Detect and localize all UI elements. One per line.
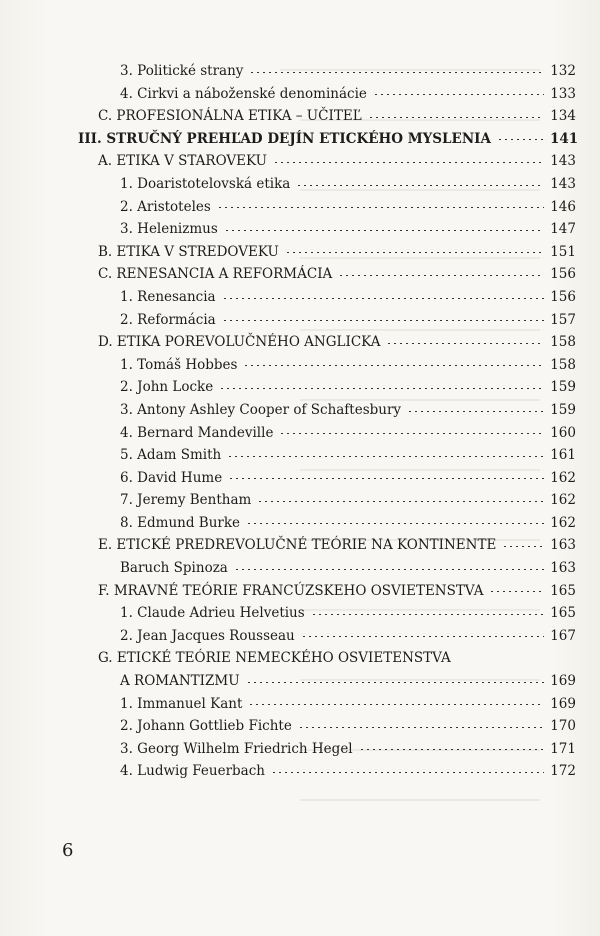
toc-entry-page: 134 [550, 108, 576, 125]
dot-leader [386, 343, 544, 344]
dot-leader [224, 230, 544, 231]
toc-entry-label: C. RENESANCIA A REFORMÁCIA [98, 266, 333, 283]
dot-leader [234, 569, 544, 570]
toc-entry [78, 263, 576, 286]
toc-entry-label: 4. Ludwig Feuerbach [120, 763, 265, 780]
toc-entry-page: 169 [550, 673, 576, 690]
dot-leader [227, 456, 544, 457]
dot-leader [228, 478, 544, 479]
toc-entry-page: 146 [550, 198, 576, 215]
dot-leader [338, 275, 544, 276]
toc-entry-label: G. ETICKÉ TEÓRIE NEMECKÉHO OSVIETENSTVA [98, 650, 451, 667]
toc-entry-label: 4. Cirkvi a náboženské denominácie [120, 85, 367, 102]
toc-entry-page: 162 [550, 514, 576, 531]
toc-entry-page: 169 [550, 695, 576, 712]
toc-entry-label: 2. Reformácia [120, 311, 216, 328]
dot-leader [257, 501, 544, 502]
dot-leader [407, 411, 544, 412]
dot-leader [502, 546, 544, 547]
toc-entry [78, 218, 576, 241]
toc-entry-label: B. ETIKA V STREDOVEKU [98, 243, 279, 260]
toc-entry [78, 760, 576, 783]
dot-leader [301, 636, 544, 637]
toc-entry [78, 625, 576, 648]
toc-entry-label: 1. Tomáš Hobbes [120, 356, 238, 373]
dot-leader [243, 365, 544, 366]
toc-entry-label: 2. John Locke [120, 379, 214, 396]
toc-entry-page: 157 [550, 311, 576, 328]
dot-leader [368, 117, 544, 118]
toc-entry [78, 83, 576, 106]
toc-entry-page: 165 [550, 605, 576, 622]
toc-entry-page: 143 [550, 153, 576, 170]
toc-entry [78, 512, 576, 535]
dot-leader [497, 139, 544, 140]
toc-entry-page: 162 [550, 492, 576, 509]
toc-entry-page: 156 [550, 266, 576, 283]
toc-entry-label: 4. Bernard Mandeville [120, 424, 274, 441]
dot-leader [248, 704, 544, 705]
toc-entry-label: 6. David Hume [120, 469, 223, 486]
toc-entry [78, 647, 576, 670]
toc-entry [78, 467, 576, 490]
toc-entry-page: 158 [550, 334, 576, 351]
toc-entry-page: 165 [550, 582, 576, 599]
toc-entry-label: 2. Jean Jacques Rousseau [120, 627, 295, 644]
toc-entry [78, 150, 576, 173]
toc-entry [78, 557, 576, 580]
dot-leader [222, 320, 544, 321]
toc-entry-label: 1. Doaristotelovská etika [120, 175, 291, 192]
toc-entry-label: Baruch Spinoza [120, 560, 228, 577]
toc-entry-page: 158 [550, 356, 576, 373]
dot-leader [217, 207, 544, 208]
toc-entry-label: 7. Jeremy Bentham [120, 492, 252, 509]
toc-entry-label: F. MRAVNÉ TEÓRIE FRANCÚZSKEHO OSVIETENSTVA [98, 582, 484, 599]
toc-entry-page: 170 [550, 718, 576, 735]
toc-entry-label: 2. Johann Gottlieb Fichte [120, 718, 292, 735]
page-number: 6 [62, 840, 74, 861]
toc-entry [78, 60, 576, 83]
toc-entry-page: 143 [550, 175, 576, 192]
toc-entry-label: 5. Adam Smith [120, 447, 222, 464]
toc-entry [78, 580, 576, 603]
toc-entry [78, 444, 576, 467]
toc-entry-page: 147 [550, 221, 576, 238]
table-of-contents [78, 60, 579, 783]
toc-entry-page: 162 [550, 469, 576, 486]
toc-entry-page: 161 [550, 447, 576, 464]
toc-entry [78, 422, 576, 445]
toc-entry-label: C. PROFESIONÁLNA ETIKA – UČITEĽ [98, 108, 362, 125]
toc-entry-label: 3. Antony Ashley Cooper of Schaftesbury [120, 401, 402, 418]
toc-entry [78, 241, 576, 264]
toc-entry-label: E. ETICKÉ PREDREVOLUČNÉ TEÓRIE NA KONTINENTE [98, 537, 497, 554]
toc-entry-page: 151 [550, 243, 576, 260]
dot-leader [296, 185, 544, 186]
toc-entry-page: 141 [550, 130, 579, 147]
toc-entry [78, 534, 576, 557]
dot-leader [279, 433, 544, 434]
toc-entry-label: 2. Aristoteles [120, 198, 211, 215]
dot-leader [249, 72, 544, 73]
toc-entry [78, 105, 576, 128]
toc-entry [78, 286, 576, 309]
toc-entry [78, 331, 576, 354]
toc-entry-page: 167 [550, 627, 576, 644]
toc-entry-page: 163 [550, 560, 576, 577]
dot-leader [246, 682, 544, 683]
toc-entry-label: 3. Helenizmus [120, 221, 218, 238]
toc-entry-label: 3. Georg Wilhelm Friedrich Hegel [120, 740, 353, 757]
toc-entry [78, 173, 576, 196]
toc-entry [78, 489, 576, 512]
dot-leader [246, 523, 544, 524]
dot-leader [373, 94, 544, 95]
toc-entry-page: 171 [550, 740, 576, 757]
toc-entry [78, 738, 576, 761]
toc-entry [78, 376, 576, 399]
toc-entry-label: D. ETIKA POREVOLUČNÉHO ANGLICKA [98, 334, 381, 351]
toc-entry-label: 3. Politické strany [120, 63, 244, 79]
dot-leader [285, 252, 544, 253]
toc-entry-page: 133 [550, 85, 576, 102]
toc-entry-label: 1. Renesancia [120, 288, 216, 305]
toc-entry-page: 156 [550, 288, 576, 305]
toc-entry-page: 159 [550, 401, 576, 418]
toc-entry-page: 172 [550, 763, 576, 780]
toc-entry-label: A. ETIKA V STAROVEKU [98, 153, 267, 170]
toc-entry-page: 132 [550, 63, 576, 79]
toc-entry-page: 163 [550, 537, 576, 554]
dot-leader [222, 298, 544, 299]
dot-leader [298, 727, 544, 728]
dot-leader [311, 614, 544, 615]
toc-entry [78, 602, 576, 625]
dot-leader [489, 591, 544, 592]
toc-entry-page: 160 [550, 424, 576, 441]
dot-leader [219, 388, 544, 389]
toc-entry-label: 8. Edmund Burke [120, 514, 241, 531]
toc-entry [78, 399, 576, 422]
toc-entry-label: 1. Claude Adrieu Helvetius [120, 605, 305, 622]
dot-leader [359, 749, 544, 750]
toc-entry-page: 159 [550, 379, 576, 396]
toc-entry [78, 354, 576, 377]
toc-entry-label: A ROMANTIZMU [120, 673, 240, 690]
dot-leader [271, 772, 544, 773]
toc-entry-label: 1. Immanuel Kant [120, 695, 243, 712]
toc-entry [78, 309, 576, 332]
toc-entry [78, 128, 579, 151]
toc-entry [78, 693, 576, 716]
toc-entry [78, 670, 576, 693]
dot-leader [273, 162, 544, 163]
toc-entry-label: III. STRUČNÝ PREHĽAD DEJÍN ETICKÉHO MYSLENIA [78, 130, 491, 147]
toc-entry [78, 715, 576, 738]
toc-entry [78, 196, 576, 219]
